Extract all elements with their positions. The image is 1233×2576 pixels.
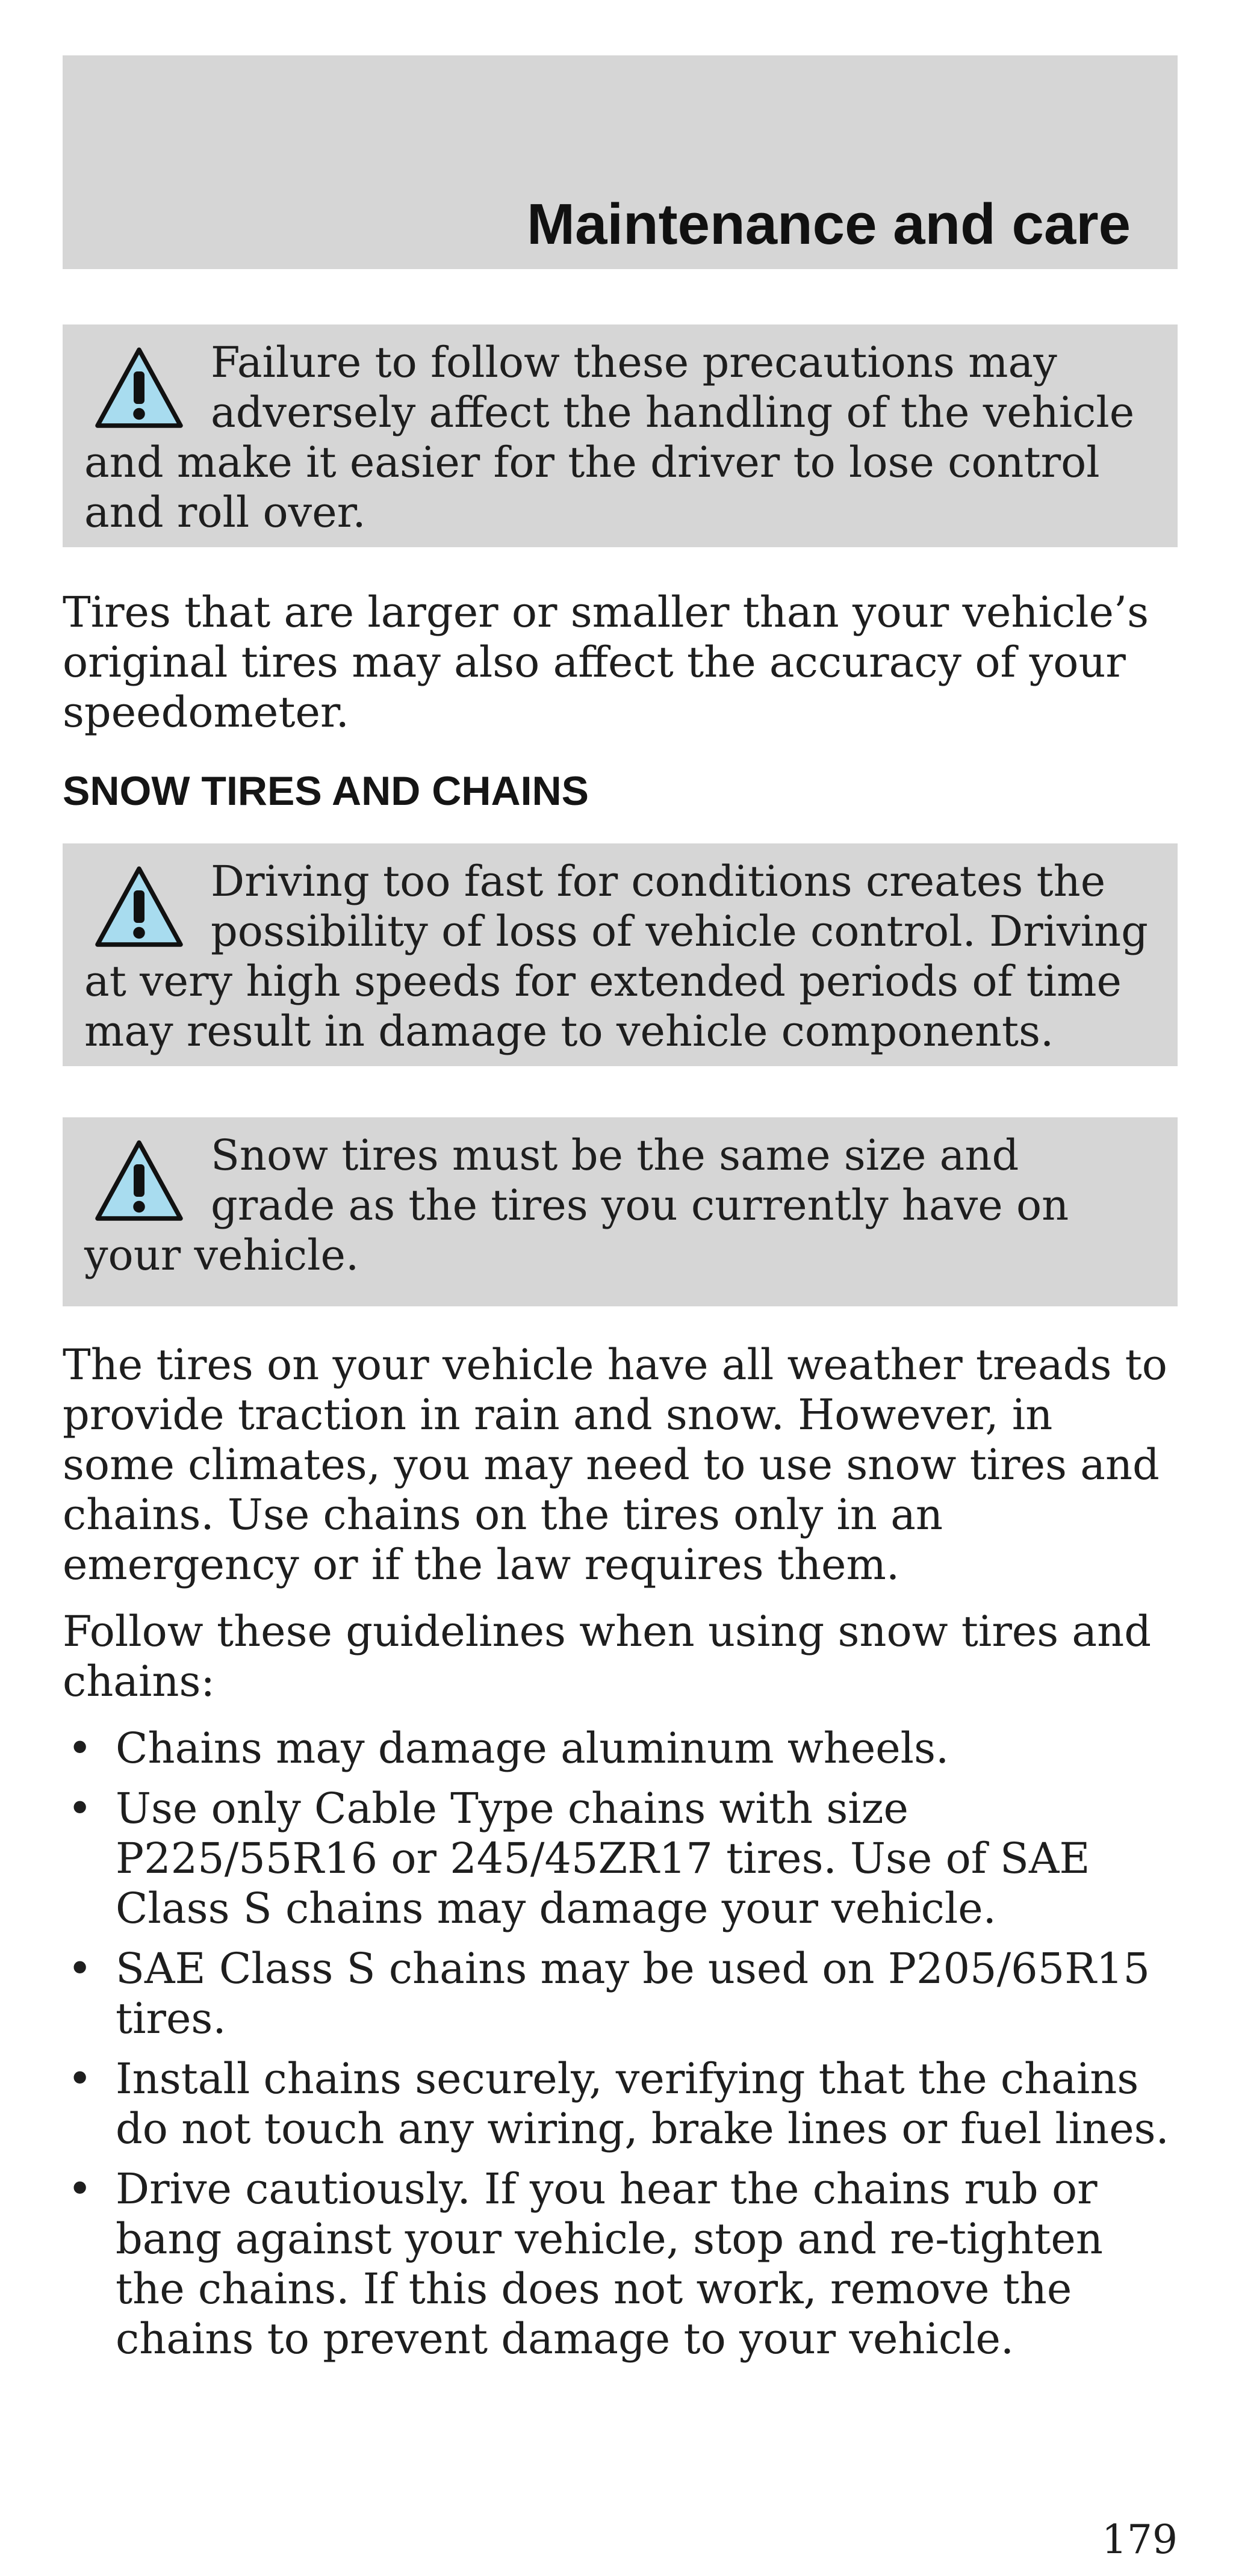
list-item: • Install chains securely, verifying that the chains do not touch any wiring, brake lines or fuel lines. [67, 2054, 1169, 2153]
warning-text: Failure to follow these precautions may adversely affect the handling of the vehicle and make it easier for the driver to lose control and roll over. [84, 338, 1135, 537]
list-item: • Use only Cable Type chains with size P225/55R16 or 245/45ZR17 tires. Use of SAE Class S chains may damage your vehicle. [67, 1784, 1090, 1933]
list-item: • Drive cautiously. If you hear the chains rub or bang against your vehicle, stop and re-tighten the chains. If this does not work, remove the chains to prevent damage to your vehicle. [67, 2164, 1103, 2363]
bullet-icon: • [67, 2054, 93, 2103]
page-title: Maintenance and care [526, 192, 1131, 256]
section-heading: SNOW TIRES AND CHAINS [63, 768, 589, 814]
page-number: 179 [1102, 2516, 1178, 2563]
list-item: • SAE Class S chains may be used on P205/65R15 tires. [67, 1944, 1151, 2043]
guidelines-list [63, 1724, 1178, 2364]
bullet-icon: • [67, 1944, 93, 1993]
paragraph-tire-size: Tires that are larger or smaller than your vehicle’s original tires may also affect the accuracy of your speedometer. [63, 588, 1149, 737]
warning-triangle-icon [84, 1139, 187, 1229]
warning-box-driving-speed [63, 843, 1178, 1066]
manual-page [63, 55, 1178, 2374]
warning-box-precautions [63, 324, 1178, 547]
warning-triangle-icon [84, 346, 187, 436]
warning-text: Driving too fast for conditions creates the possibility of loss of vehicle control. Driving at very high speeds for extended periods of time may result in damage to vehicle components. [84, 857, 1148, 1056]
bullet-icon: • [67, 1724, 93, 1773]
list-item: • Chains may damage aluminum wheels. [67, 1724, 949, 1773]
warning-triangle-icon [84, 865, 187, 955]
header-band [63, 55, 1178, 269]
warning-box-snow-tires [63, 1117, 1178, 1306]
paragraph-all-weather: The tires on your vehicle have all weather treads to provide traction in rain and snow. However, in some climates, you may need to use snow tires and chains. Use chains on the tires only in an emergency or if the law requires them. [63, 1340, 1167, 1589]
bullet-icon: • [67, 1784, 93, 1833]
warning-text: Snow tires must be the same size and grade as the tires you currently have on your vehicle. [84, 1131, 1069, 1280]
bullet-icon: • [67, 2164, 93, 2214]
paragraph-guidelines-intro: Follow these guidelines when using snow tires and chains: [63, 1607, 1152, 1706]
